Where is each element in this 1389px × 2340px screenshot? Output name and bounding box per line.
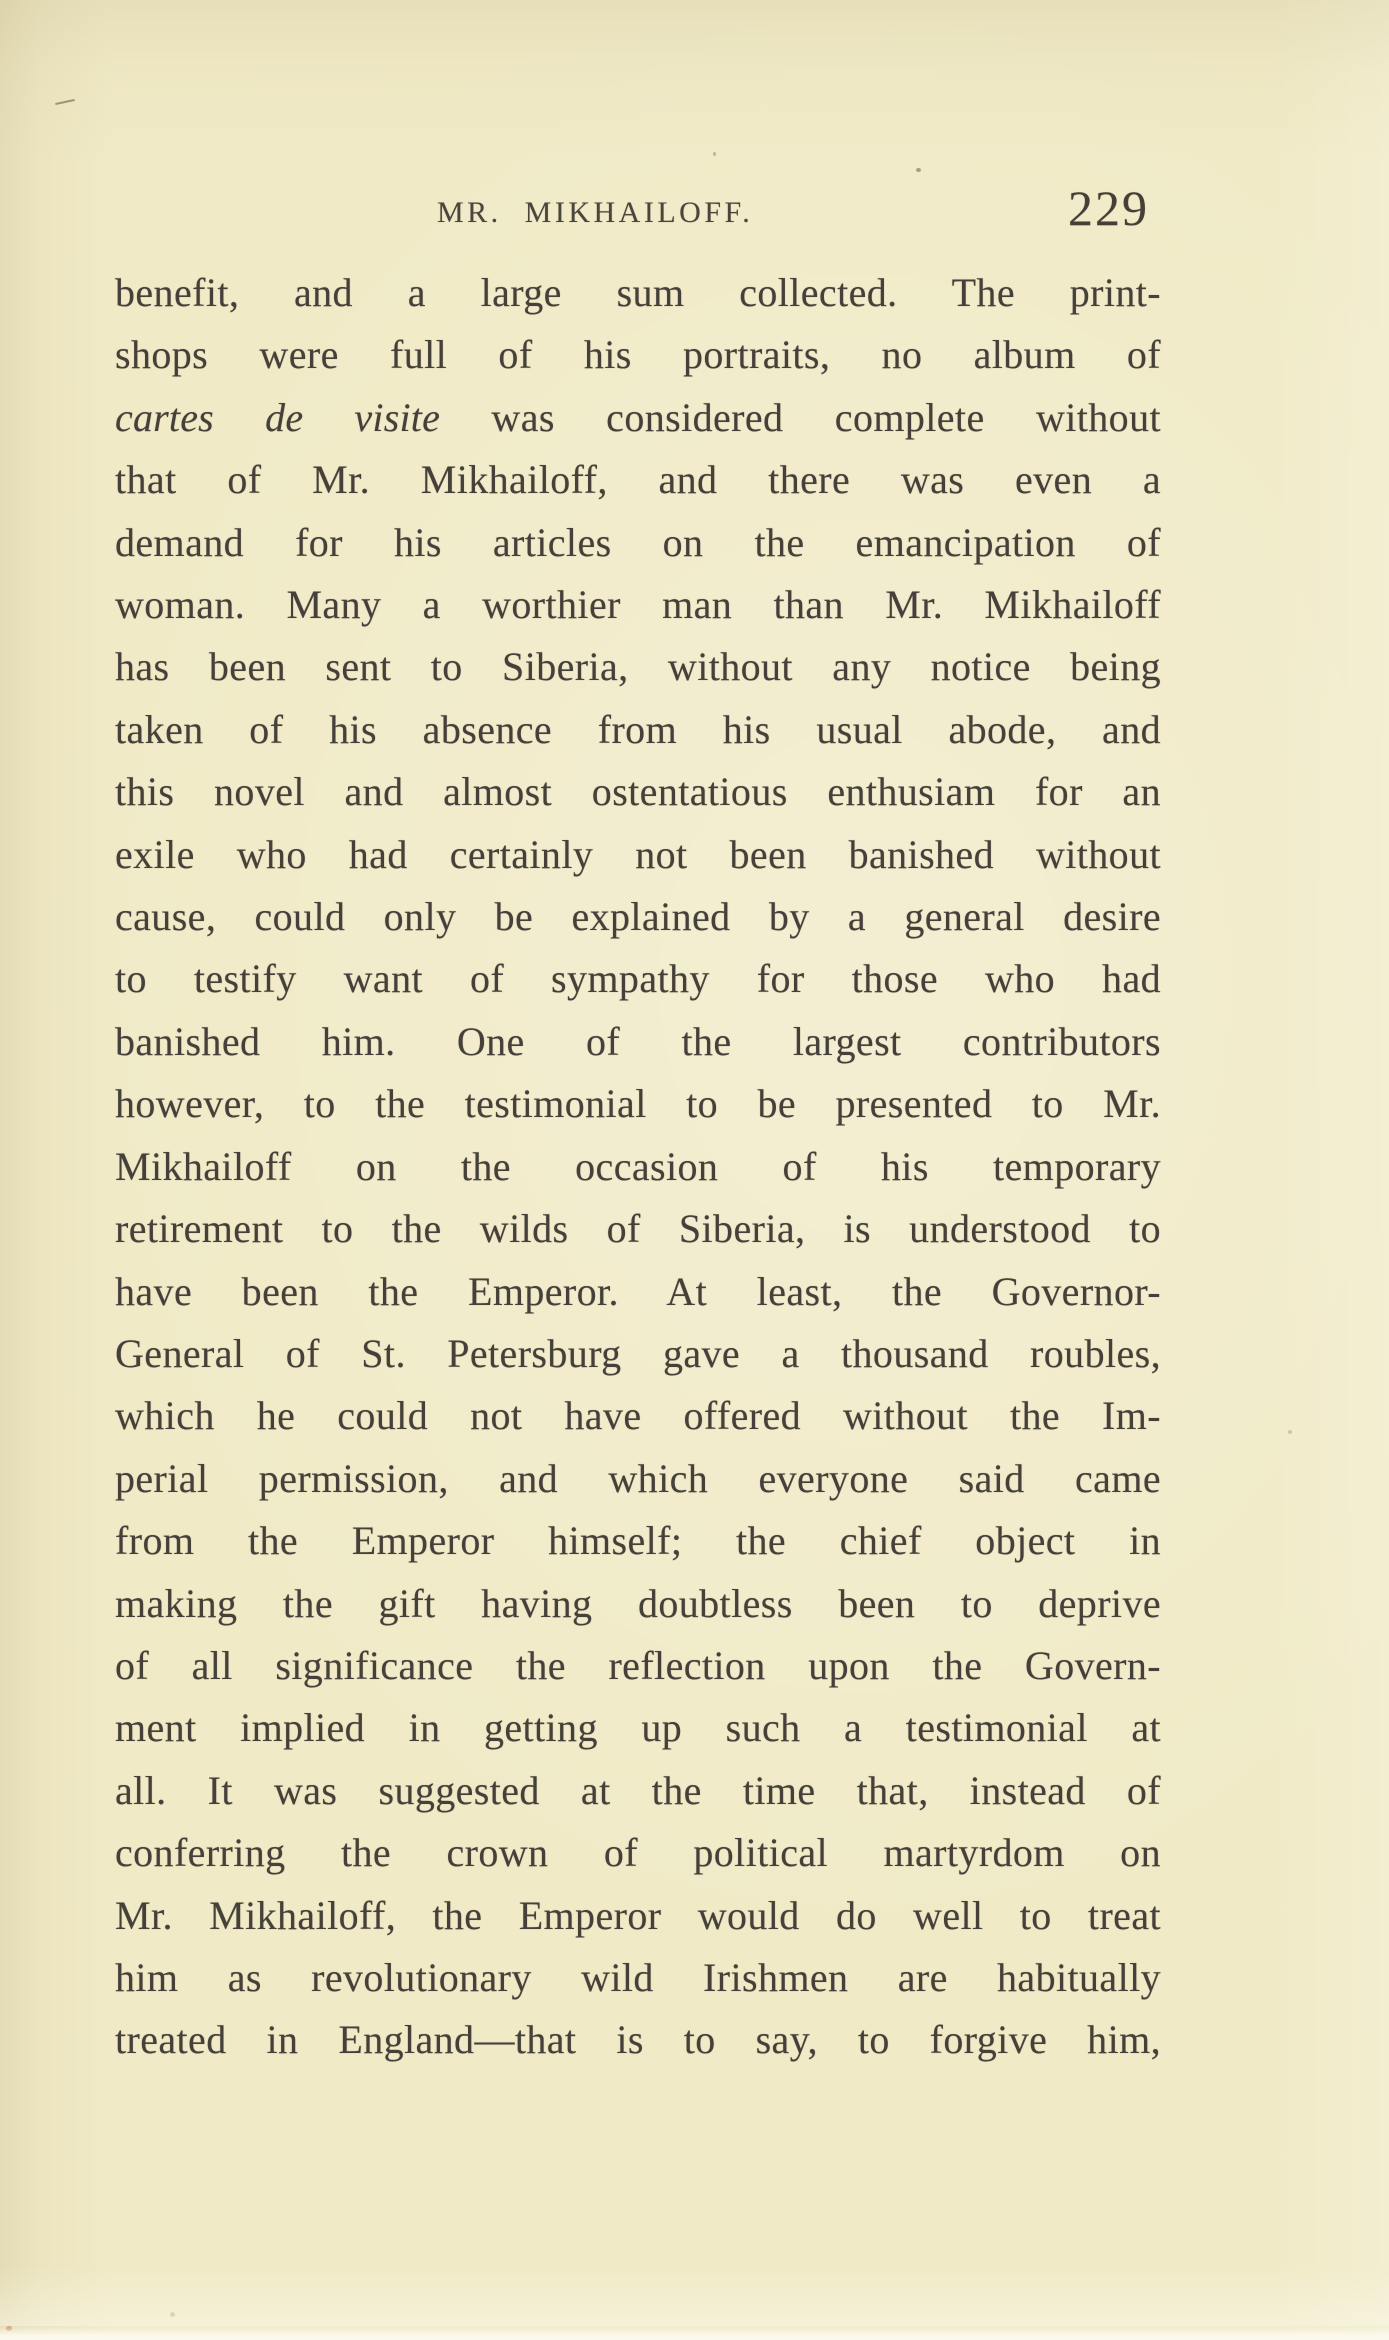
- paper-speck: [1288, 1430, 1292, 1434]
- text-segment: shops were full of his portraits, no album of: [115, 332, 1161, 378]
- text-segment: retirement to the wilds of Siberia, is understood to: [115, 1206, 1161, 1252]
- text-segment: Mr. Mikhailoff, the Emperor would do well to treat: [115, 1892, 1161, 1938]
- text-segment: however, to the testimonial to be presented to Mr.: [115, 1081, 1161, 1127]
- page-header: [115, 180, 1161, 245]
- text-line: [115, 1885, 1161, 1947]
- text-segment: General of St. Petersburg gave a thousand roubles,: [115, 1330, 1161, 1376]
- text-line: [115, 636, 1161, 698]
- text-line: [115, 1635, 1161, 1697]
- text-segment: which he could not have offered without the Im-: [115, 1393, 1161, 1439]
- text-line: [115, 512, 1161, 574]
- text-line: [115, 1448, 1161, 1510]
- text-segment: treated in England—that is to say, to forgive him,: [115, 2017, 1161, 2063]
- text-segment: have been the Emperor. At least, the Governor-: [115, 1268, 1161, 1314]
- text-line: [115, 1011, 1161, 1073]
- text-segment: from the Emperor himself; the chief object in: [115, 1518, 1161, 1564]
- text-segment: benefit, and a large sum collected. The print-: [115, 270, 1161, 315]
- text-line: [115, 1573, 1161, 1635]
- text-line: [115, 1947, 1161, 2009]
- paper-bottom-strip: [0, 2326, 1389, 2340]
- text-line: [115, 1697, 1161, 1759]
- text-line: [115, 1760, 1161, 1822]
- text-line: [115, 262, 1161, 324]
- text-line: [115, 1822, 1161, 1884]
- text-line: [115, 948, 1161, 1010]
- text-segment: demand for his articles on the emancipation of: [115, 519, 1161, 565]
- text-segment: taken of his absence from his usual abode, and: [115, 706, 1161, 752]
- paper-speck: [916, 168, 921, 172]
- text-line: [115, 699, 1161, 761]
- text-line: [115, 1198, 1161, 1260]
- text-line: [115, 824, 1161, 886]
- text-segment: to testify want of sympathy for those who had: [115, 956, 1161, 1002]
- text-line: [115, 2009, 1161, 2071]
- running-title: MR. MIKHAILOFF.: [437, 196, 754, 229]
- text-segment: of all significance the reflection upon the Govern-: [115, 1642, 1161, 1688]
- text-segment: him as revolutionary wild Irishmen are habitually: [115, 1954, 1161, 2000]
- body-text: [115, 262, 1161, 2072]
- text-segment: all. It was suggested at the time that, instead of: [115, 1767, 1161, 1813]
- text-segment: ment implied in getting up such a testimonial at: [115, 1705, 1161, 1751]
- text-line: [115, 1073, 1161, 1135]
- italic-phrase: cartes de visite: [115, 394, 441, 440]
- text-line: [115, 886, 1161, 948]
- text-line: [115, 574, 1161, 636]
- text-segment: banished him. One of the largest contributors: [115, 1018, 1161, 1064]
- text-segment: cause, could only be explained by a general desire: [115, 894, 1161, 940]
- paper-speck: [713, 152, 716, 156]
- text-segment: this novel and almost ostentatious enthusiam for an: [115, 769, 1161, 815]
- text-segment: Mikhailoff on the occasion of his temporary: [115, 1143, 1161, 1189]
- text-segment: making the gift having doubtless been to deprive: [115, 1580, 1161, 1626]
- text-line: [115, 1385, 1161, 1447]
- page-number: 229: [1068, 180, 1149, 236]
- text-segment: that of Mr. Mikhailoff, and there was even a: [115, 457, 1161, 503]
- text-segment: perial permission, and which everyone said came: [115, 1455, 1161, 1501]
- paper-bottom-fade: [0, 2266, 1389, 2326]
- text-line: [115, 324, 1161, 386]
- text-line: [115, 761, 1161, 823]
- text-segment: was considered complete without: [440, 394, 1161, 440]
- text-segment: woman. Many a worthier man than Mr. Mikhailoff: [115, 582, 1161, 628]
- text-segment: conferring the crown of political martyrdom on: [115, 1830, 1161, 1876]
- paper-scratch-mark: [55, 99, 75, 105]
- text-line: [115, 1510, 1161, 1572]
- text-line: [115, 1323, 1161, 1385]
- text-line: [115, 387, 1161, 449]
- text-segment: exile who had certainly not been banished without: [115, 831, 1161, 877]
- text-line: [115, 1261, 1161, 1323]
- text-line: [115, 449, 1161, 511]
- text-line: [115, 1136, 1161, 1198]
- text-segment: has been sent to Siberia, without any notice being: [115, 644, 1161, 690]
